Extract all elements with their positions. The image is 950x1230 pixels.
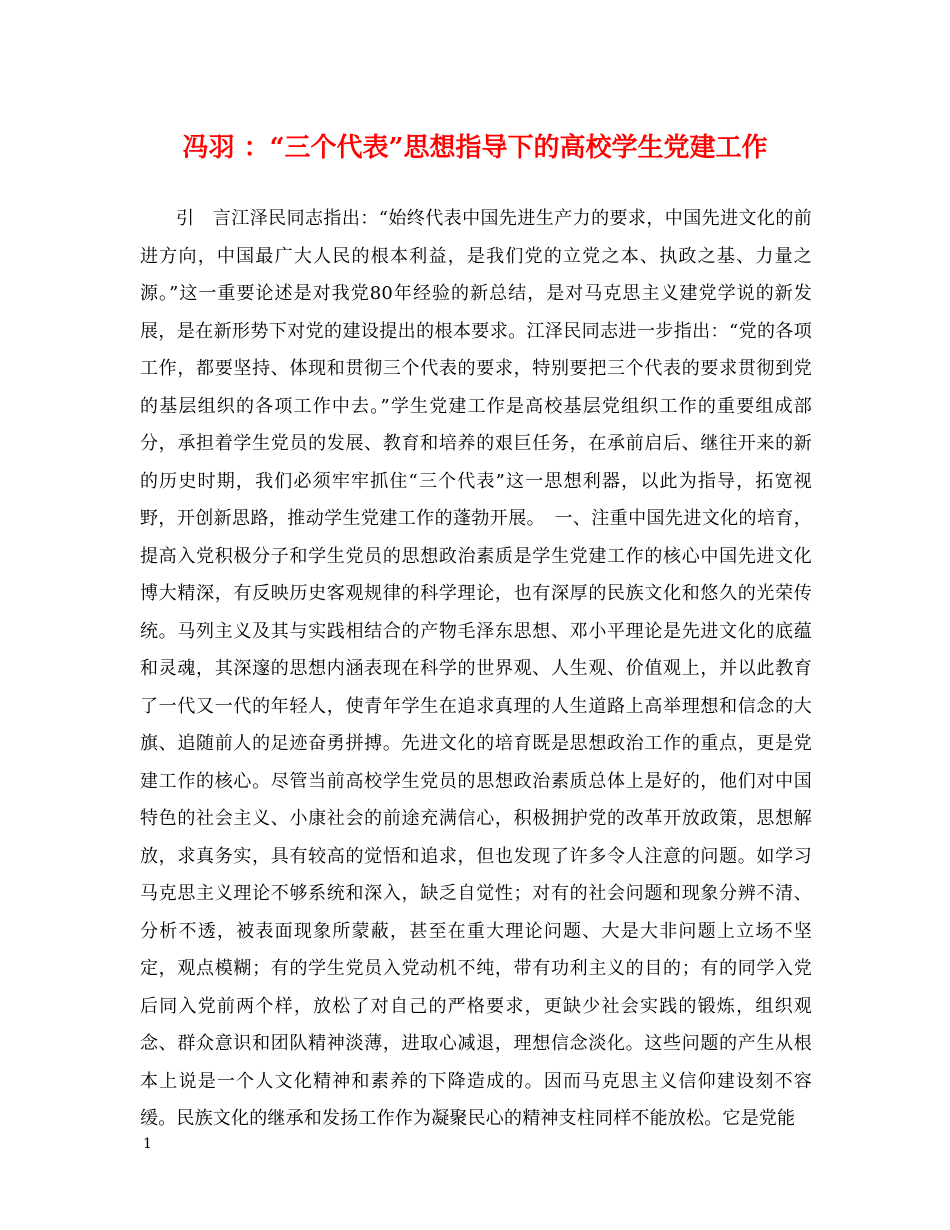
document-title: 冯羽 ：“三个代表”思想指导下的高校学生党建工作 [182, 133, 768, 163]
page-number: 1 [143, 1136, 152, 1152]
document-body-paragraph: 引 言江泽民同志指出：“始终代表中国先进生产力的要求，中国先进文化的前进方向，中国最广大人民的根本利益，是我们党的立党之本、执政之基、力量之源。”这一重要论述是对我党80年经验的新总结，是对马克思主义建党学说的新发展，是在新形势下对党的建设提出的根本要求。江泽民同志进一步指出：“党的各项工作，都要坚持、体现和贯彻三个代表的要求，特别要把三个代表的要求贯彻到党的基层组织的各项工作中去。”学生党建工作是高校基层党组织工作的重要组成部分，承担着学生党员的发展、教育和培养的艰巨任务，在承前启后、继往开来的新的历史时期，我们必须牢牢抓住“三个代表”这一思想利器，以此为指导，拓宽视野，开创新思路，推动学生党建工作的蓬勃开展。 一、注重中国先进文化的培育，提高入党积极分子和学生党员的思想政治素质是学生党建工作的核心中国先进文化博大精深，有反映历史客观规律的科学理论，也有深厚的民族文化和悠久的光荣传统。马列主义及其与实践相结合的产物毛泽东思想、邓小平理论是先进文化的底蕴和灵魂，其深邃的思想内涵表现在科学的世界观、人生观、价值观上，并以此教育了一代又一代的年轻人，使青年学生在追求真理的人生道路上高举理想和信念的大旗、追随前人的足迹奋勇拼搏。先进文化的培育既是思想政治工作的重点，更是党建工作的核心。尽管当前高校学生党员的思想政治素质总体上是好的，他们对中国特色的社会主义、小康社会的前途充满信心，积极拥护党的改革开放政策，思想解放，求真务实，具有较高的觉悟和追求，但也发现了许多令人注意的问题。如学习马克思主义理论不够系统和深入，缺乏自觉性；对有的社会问题和现象分辨不清、分析不透，被表面现象所蒙蔽，甚至在重大理论问题、大是大非问题上立场不坚定，观点模糊；有的学生党员入党动机不纯，带有功利主义的目的；有的同学入党后同入党前两个样，放松了对自己的严格要求，更缺少社会实践的锻炼，组织观念、群众意识和团队精神淡薄，进取心减退，理想信念淡化。这些问题的产生从根本上说是一个人文化精神和素养的下降造成的。因而马克思主义信仰建设刻不容缓。民族文化的继承和发扬工作作为凝聚民心的精神支柱同样不能放松。它是党能 [140, 208, 812, 1129]
